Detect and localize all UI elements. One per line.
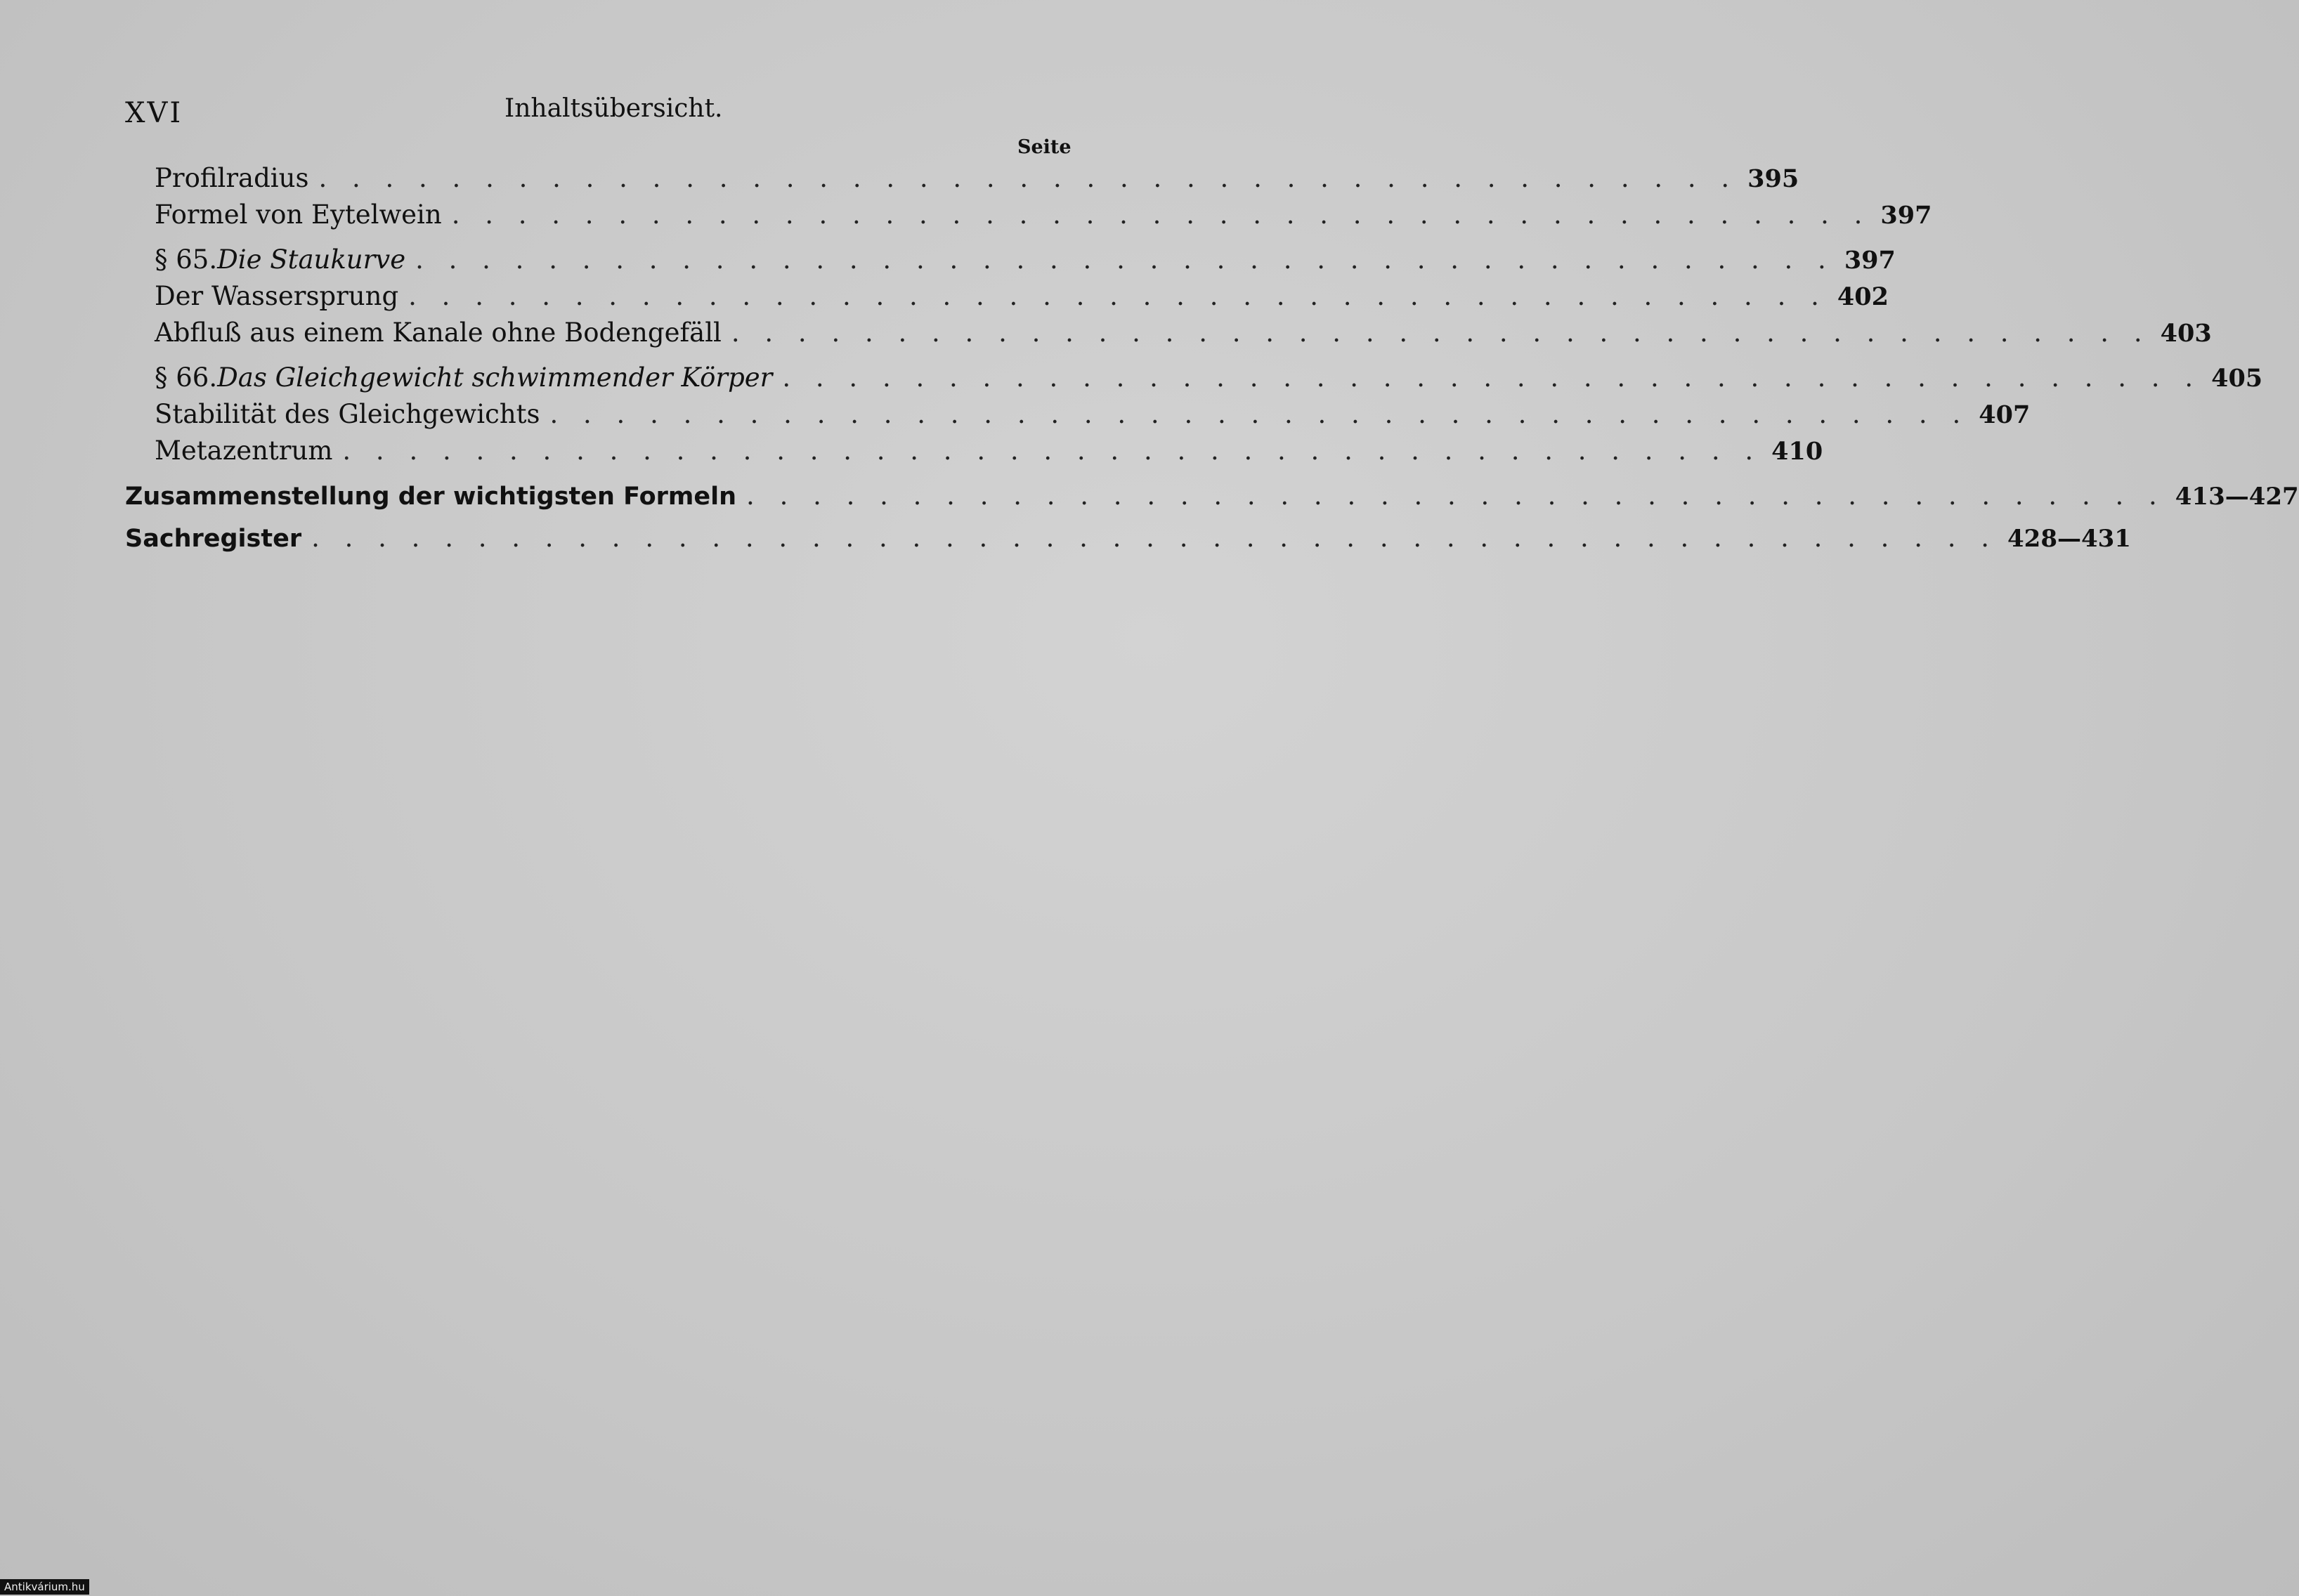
- main-entry-pages: 413—427: [2175, 483, 2299, 511]
- entry-page: 410: [1771, 437, 1823, 466]
- toc-entry: [155, 436, 1823, 471]
- main-entry-title: Zusammenstellung der wichtigsten Formeln: [125, 483, 737, 511]
- leader-dots: . . . . . . . . . . . . . . . . . . . . . . . . . . . . . . . . . . . . . . . . . . .: [415, 244, 1835, 275]
- section-number: § 65.: [155, 244, 218, 275]
- leader-dots: . . . . . . . . . . . . . . . . . . . . . . . . . . . . . . . . . . . . . . . . . . .: [408, 281, 1828, 311]
- leader-dots: . . . . . . . . . . . . . . . . . . . . . . . . . . . . . . . . . . . . . . . . . . .: [549, 399, 1969, 429]
- entry-title: Stabilität des Gleichgewichts: [155, 399, 540, 429]
- leader-dots: . . . . . . . . . . . . . . . . . . . . . . . . . . . . . . . . . . . . . . . . . . . . . . . . . . .: [311, 523, 1998, 553]
- entry-page: 407: [1979, 400, 2031, 429]
- toc-section: [155, 362, 2263, 398]
- toc-section: [155, 244, 1896, 280]
- main-entry-pages: 428—431: [2007, 525, 2131, 553]
- entry-page: 402: [1837, 282, 1889, 311]
- entry-title: Abfluß aus einem Kanale ohne Bodengefäll: [155, 318, 722, 348]
- entry-page: 397: [1880, 201, 1932, 230]
- running-title: Inhaltsübersicht.: [504, 94, 723, 123]
- leader-dots: . . . . . . . . . . . . . . . . . . . . . . . . . . . . . . . . . . . . . . . . . . .: [342, 436, 1762, 466]
- leader-dots: . . . . . . . . . . . . . . . . . . . . . . . . . . . . . . . . . . . . . . . . . . .: [731, 318, 2151, 348]
- entry-page: 395: [1747, 164, 1799, 193]
- entry-title: Metazentrum: [155, 436, 333, 466]
- toc-entry: [155, 163, 1799, 198]
- toc-main-entry: [125, 523, 2131, 558]
- toc-main-entry: [125, 480, 2299, 516]
- leader-dots: . . . . . . . . . . . . . . . . . . . . . . . . . . . . . . . . . . . . . . . . . . .: [451, 200, 1871, 230]
- main-entry-title: Sachregister: [125, 525, 302, 553]
- toc-entry: [155, 399, 2031, 434]
- entry-page: 405: [2211, 364, 2263, 393]
- entry-title: Der Wassersprung: [155, 281, 399, 311]
- entry-title: Formel von Eytelwein: [155, 200, 442, 230]
- page-numeral: XVI: [125, 97, 183, 129]
- entry-page: 403: [2160, 319, 2212, 348]
- leader-dots: . . . . . . . . . . . . . . . . . . . . . . . . . . . . . . . . . . . . . . . . . . .: [318, 163, 1738, 193]
- leader-dots: . . . . . . . . . . . . . . . . . . . . . . . . . . . . . . . . . . . . . . . . . . .: [746, 480, 2166, 511]
- section-title: Die Staukurve: [217, 244, 406, 275]
- seite-column-label: Seite: [1017, 136, 1072, 158]
- entry-page: 397: [1844, 246, 1896, 275]
- toc-entry: [155, 281, 1889, 316]
- section-title: Das Gleichgewicht schwimmender Körper: [217, 362, 773, 393]
- toc-entry: [155, 200, 1932, 235]
- entry-title: Profilradius: [155, 163, 309, 193]
- watermark-label: Antikvárium.hu: [0, 1579, 89, 1595]
- toc-entry: [155, 318, 2212, 353]
- section-number: § 66.: [155, 362, 218, 393]
- leader-dots: . . . . . . . . . . . . . . . . . . . . . . . . . . . . . . . . . . . . . . . . . . .: [782, 362, 2202, 393]
